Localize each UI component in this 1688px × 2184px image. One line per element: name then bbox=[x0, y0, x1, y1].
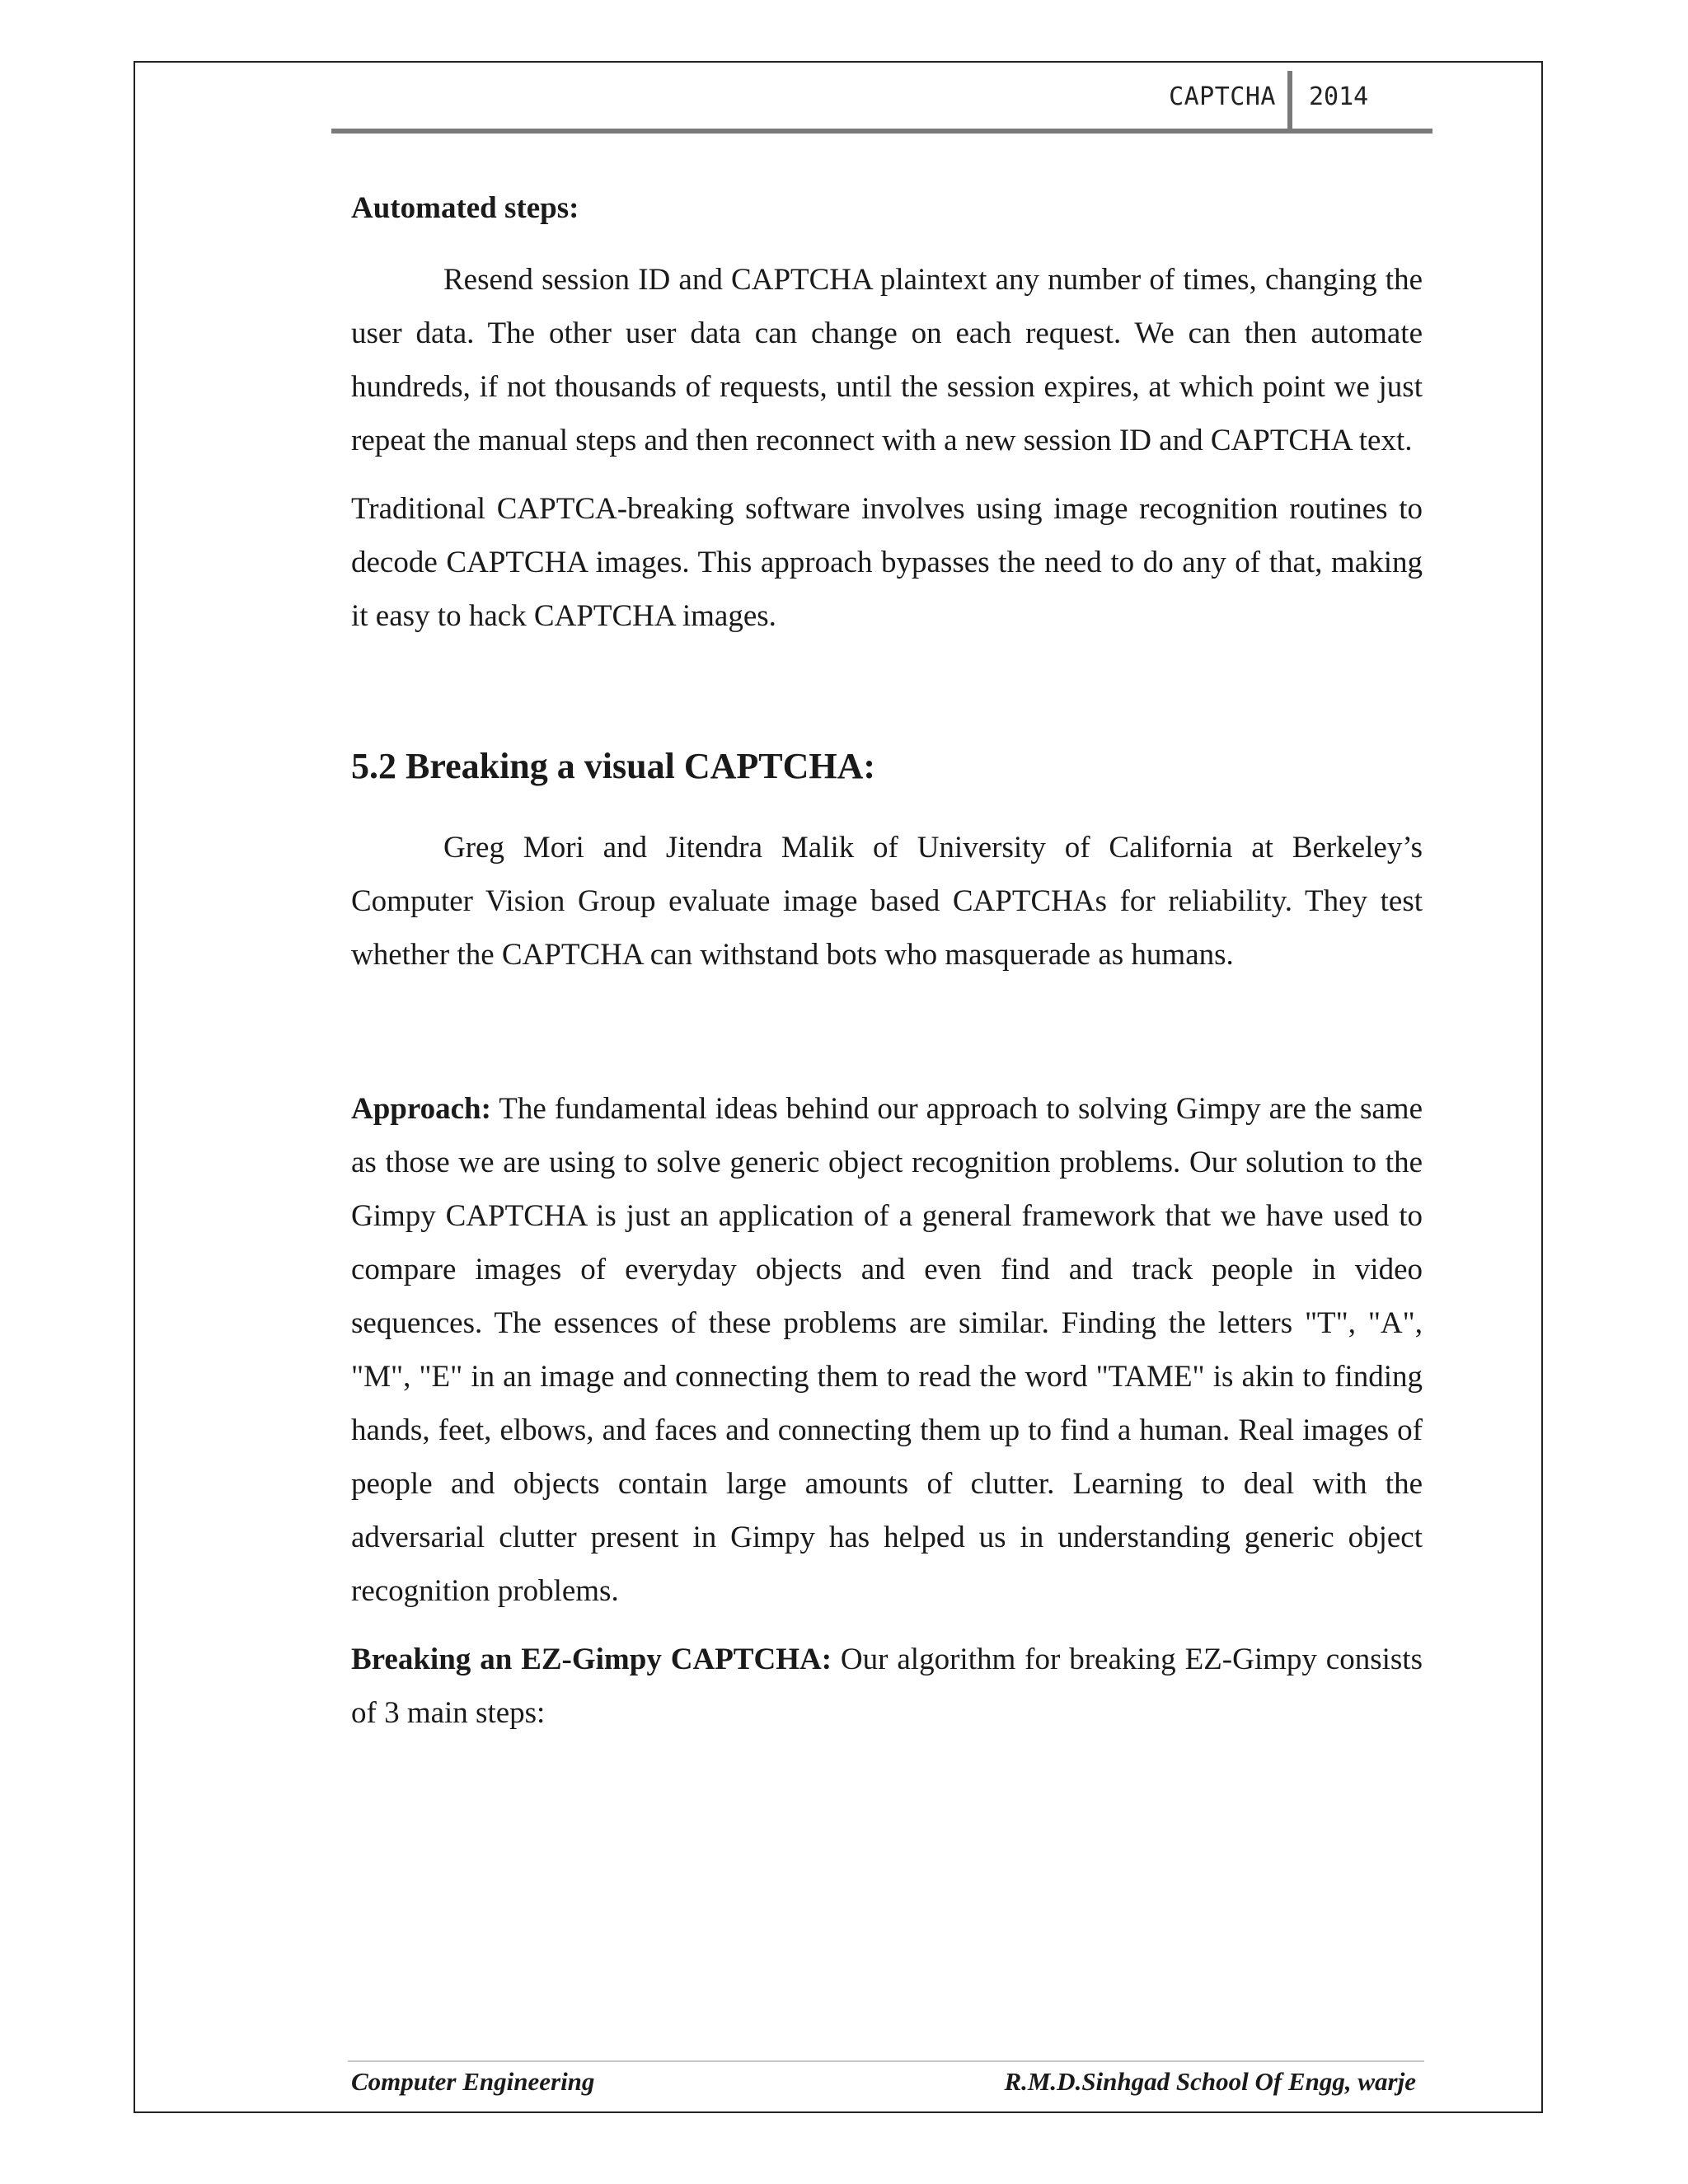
page-footer bbox=[348, 2060, 1424, 2103]
section-title: 5.2 Breaking a visual CAPTCHA: bbox=[351, 746, 876, 786]
approach-paragraph bbox=[351, 1082, 1423, 1618]
automated-steps-paragraph: Resend session ID and CAPTCHA plaintext any number of times, changing the user data. The other user data can change on each request. We can then automate hundreds, if not thousands of requests, until the session expires, at which point we just repeat the manual steps and then reconnect with a new session ID and CAPTCHA text. bbox=[351, 263, 1423, 457]
ez-gimpy-text: Our algorithm for breaking EZ-Gimpy consists of 3 main steps: bbox=[351, 1643, 1423, 1730]
header-rule bbox=[331, 129, 1432, 134]
header-divider bbox=[1287, 71, 1292, 129]
automated-steps-heading: Automated steps: bbox=[351, 191, 579, 225]
approach-text: The fundamental ideas behind our approach to solving Gimpy are the same as those we are using to solve generic object recognition problems. Our solution to the Gimpy CAPTCHA is just an application of a general framework that we have used to compare images of everyday objects and even find and track people in video sequences. The essences of these problems are similar. Finding the letters "T", "A", "M", "E" in an image and connecting them to read the word "TAME" is akin to finding hands, feet, elbows, and faces and connecting them up to find a human. Real images of people and objects contain large amounts of clutter. Learning to deal with the adversarial clutter present in Gimpy has helped us in understanding generic object recognition problems. bbox=[351, 1092, 1423, 1608]
header-title: CAPTCHA bbox=[1169, 82, 1276, 111]
footer-right: R.M.D.Sinhgad School Of Engg, warje bbox=[1004, 2067, 1416, 2096]
footer-left: Computer Engineering bbox=[351, 2067, 595, 2096]
mori-malik-paragraph: Greg Mori and Jitendra Malik of University of California at Berkeley’s Computer Vision Group evaluate image based CAPTCHAs for reliability. They test whether the CAPTCHA can withstand bots who masquerade as humans. bbox=[351, 831, 1423, 972]
ez-gimpy-paragraph bbox=[351, 1633, 1423, 1740]
approach-label: Approach: bbox=[351, 1092, 491, 1126]
ez-gimpy-label: Breaking an EZ-Gimpy CAPTCHA: bbox=[351, 1643, 832, 1676]
page-header bbox=[331, 71, 1432, 134]
traditional-paragraph: Traditional CAPTCA-breaking software involves using image recognition routines to decode CAPTCHA images. This approach bypasses the need to do any of that, making it easy to hack CAPTCHA images. bbox=[351, 492, 1423, 633]
page-content bbox=[351, 181, 1423, 1740]
header-year: 2014 bbox=[1309, 82, 1369, 111]
